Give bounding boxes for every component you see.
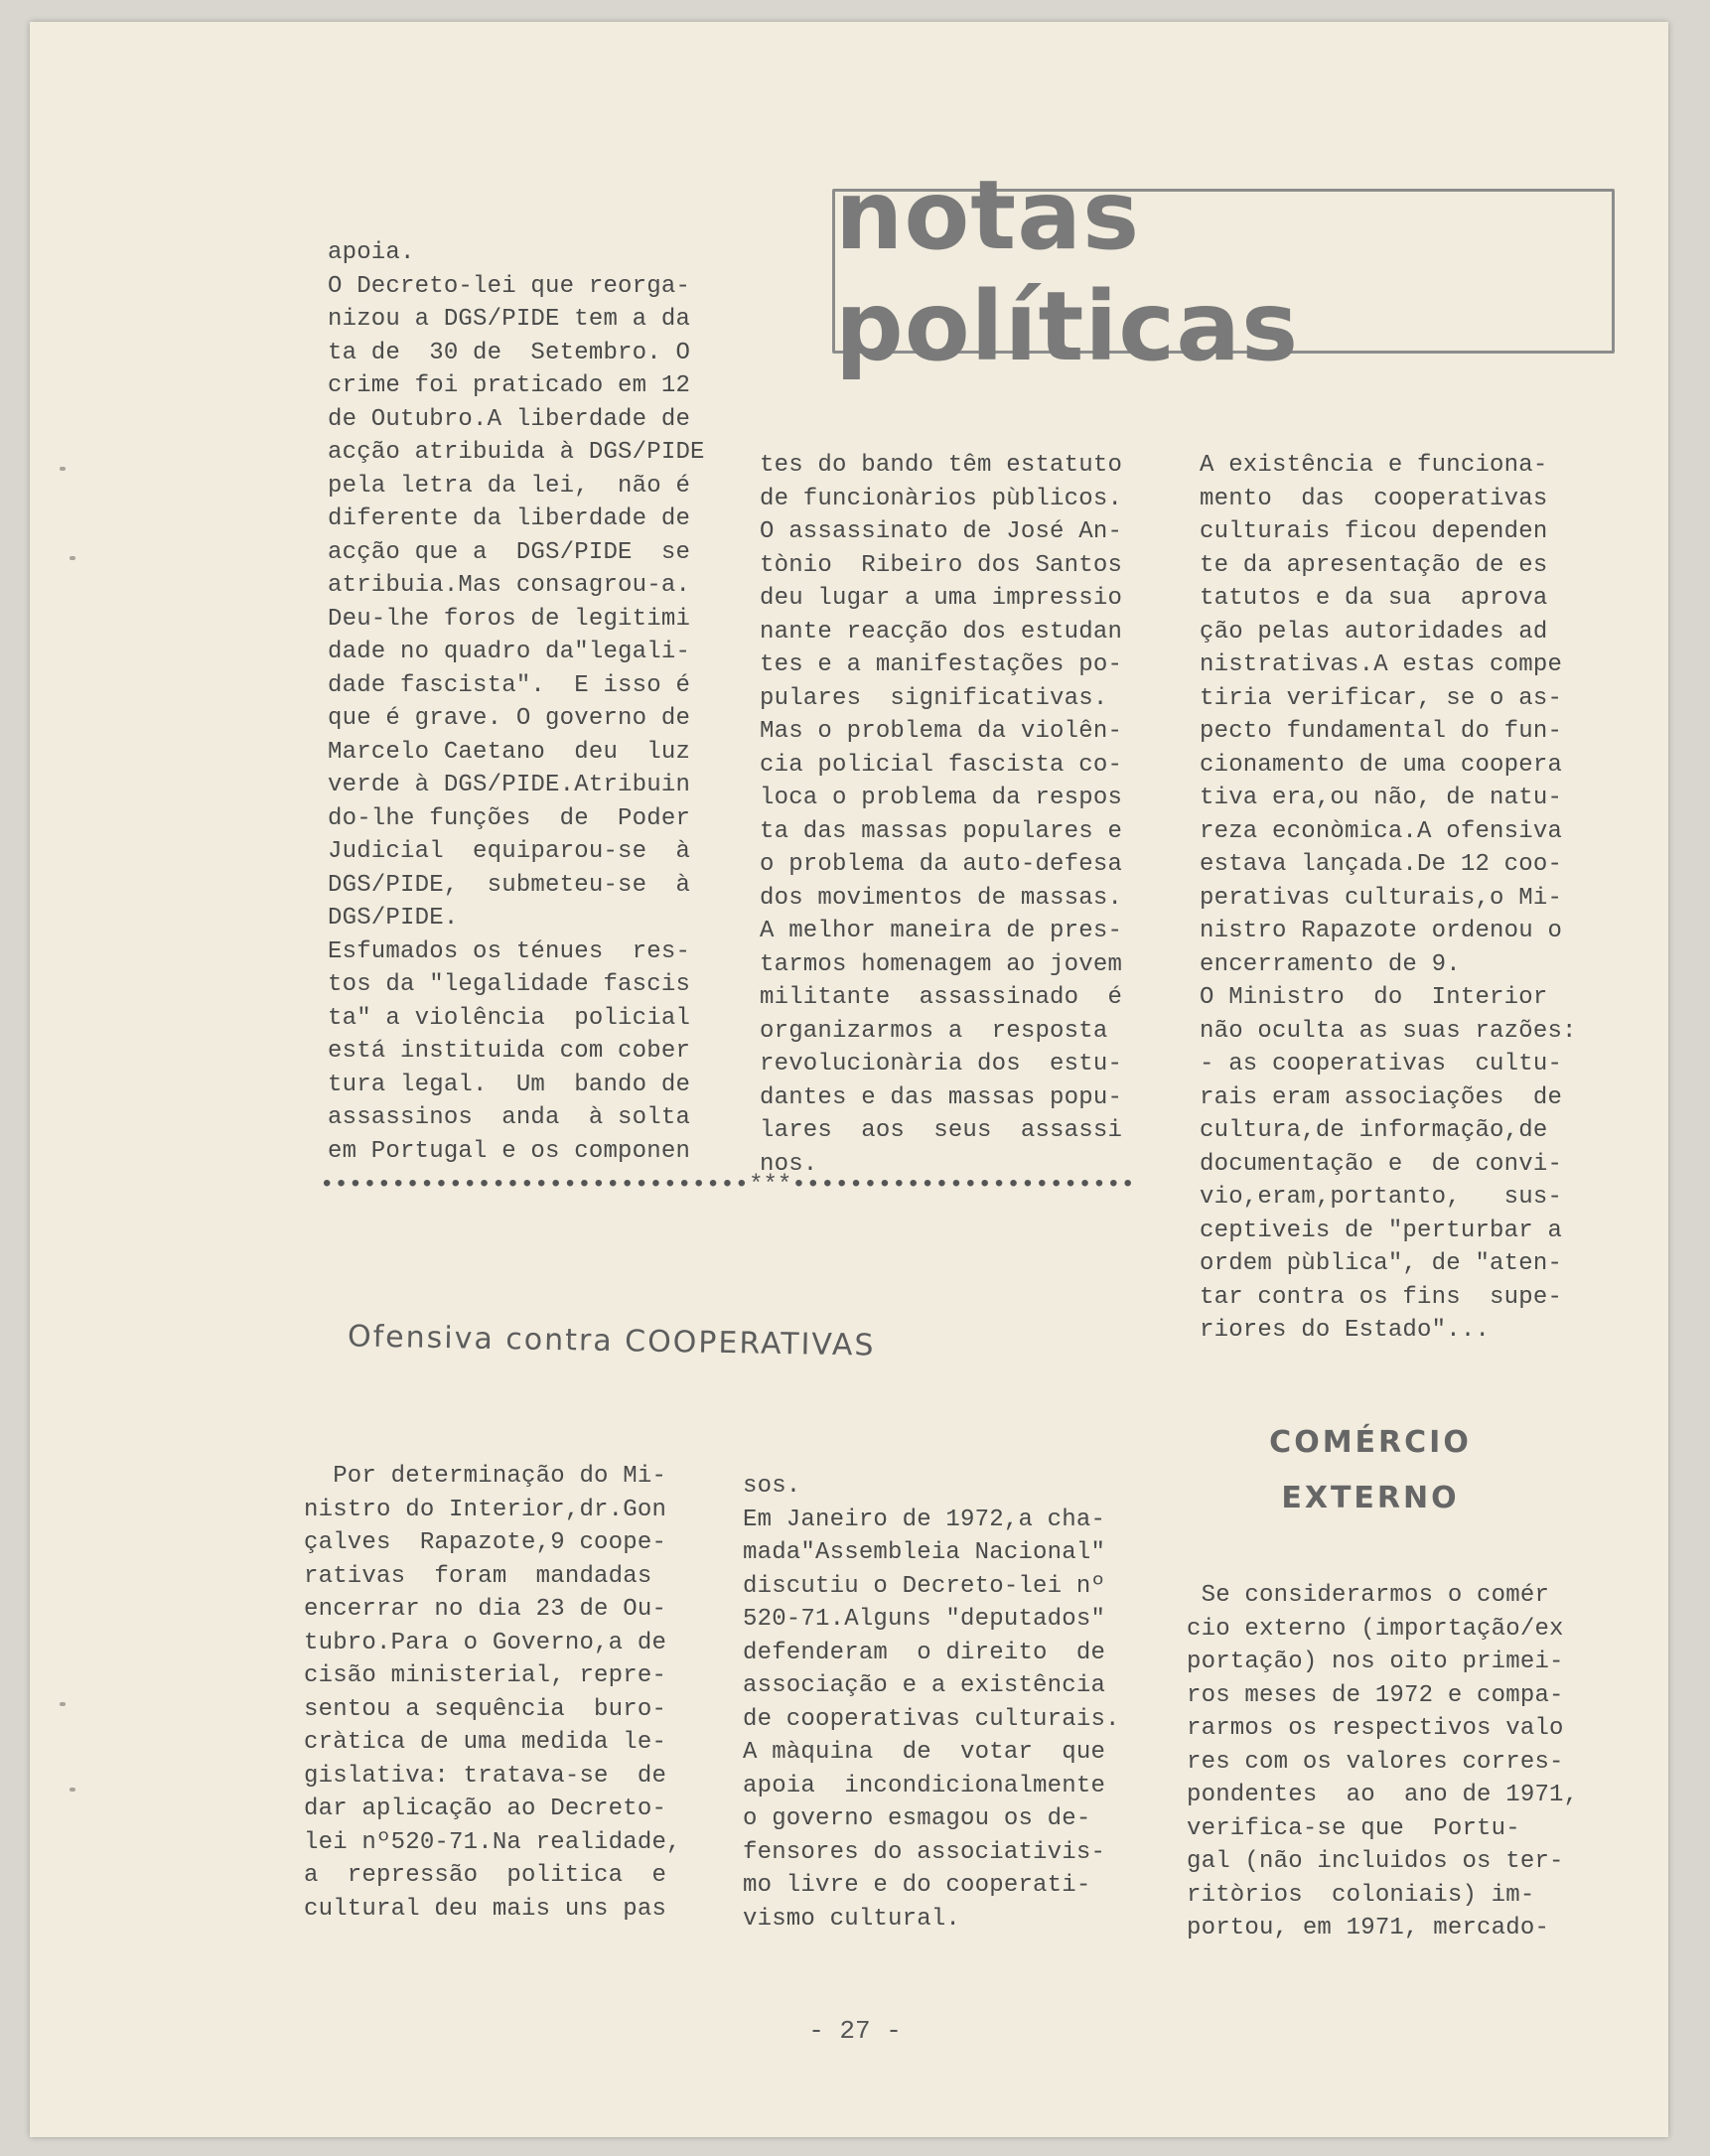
binder-hole-mark [70, 556, 75, 560]
text-line: em Portugal e os componen [328, 1137, 691, 1165]
article-column-top-left [328, 236, 705, 1168]
text-line: nos. [760, 1150, 818, 1178]
text-line: acção atribuida à DGS/PIDE [328, 439, 705, 466]
text-line: encerrar no dia 23 de Ou- [304, 1596, 667, 1623]
text-line: tubro.Para o Governo,a de [304, 1629, 667, 1656]
text-line: O assassinato de José An- [760, 518, 1123, 545]
article-column-bottom-right [1187, 1579, 1578, 1945]
text-line: militante assassinado é [760, 984, 1123, 1011]
text-line: de Outubro.A liberdade de [328, 405, 691, 433]
text-line: dar aplicação ao Decreto- [304, 1796, 667, 1822]
text-line: Esfumados os ténues res- [328, 937, 691, 965]
binder-hole-mark [60, 467, 66, 471]
text-line: apoia incondicionalmente [743, 1772, 1106, 1799]
text-line: ceptiveis de "perturbar a [1200, 1217, 1563, 1244]
text-line: discutiu o Decreto-lei nº [743, 1572, 1106, 1600]
text-line: tatutos e da sua aprova [1200, 585, 1548, 612]
text-line: crime foi praticado em 12 [328, 372, 691, 399]
text-line: não oculta as suas razões: [1200, 1017, 1577, 1045]
text-line: perativas culturais,o Mi- [1200, 884, 1563, 912]
text-line: gal (não incluidos os ter- [1187, 1848, 1564, 1875]
text-line: pela letra da lei, não é [328, 472, 691, 500]
article-column-top-middle [760, 449, 1122, 1181]
text-line: tura legal. Um bando de [328, 1071, 691, 1098]
text-line: organizarmos a resposta [760, 1017, 1108, 1045]
text-line: tes e a manifestações po- [760, 651, 1123, 678]
text-line: nizou a DGS/PIDE tem a da [328, 306, 691, 333]
separator-line: ••••••••••••••••••••••••••••••***•••••••••••••••••••••••• [320, 1172, 1135, 1199]
text-line: cultural deu mais uns pas [304, 1895, 667, 1923]
text-line: encerramento de 9. [1200, 950, 1461, 978]
text-line: o governo esmagou os de- [743, 1805, 1091, 1832]
text-line: vismo cultural. [743, 1905, 961, 1933]
text-line: associação e a existência [743, 1672, 1106, 1699]
text-line: de funcionàrios pùblicos. [760, 485, 1123, 512]
text-line: sentou a sequência buro- [304, 1695, 667, 1723]
text-line: está instituida com cober [328, 1038, 691, 1065]
text-line: portou, em 1971, mercado- [1187, 1915, 1550, 1941]
text-line: Judicial equiparou-se à [328, 838, 691, 865]
text-line: A existência e funciona- [1200, 452, 1548, 479]
text-line: portação) nos oito primei- [1187, 1649, 1564, 1675]
text-line: A màquina de votar que [743, 1739, 1106, 1766]
text-line: cionamento de uma coopera [1200, 751, 1563, 779]
text-line: sos. [743, 1473, 801, 1500]
text-line: tar contra os fins supe- [1200, 1283, 1563, 1311]
text-line: rativas foram mandadas [304, 1562, 652, 1590]
text-line: nistrativas.A estas compe [1200, 651, 1563, 678]
text-line: tiria verificar, se o as- [1200, 684, 1563, 712]
text-line: ordem pùblica", de "aten- [1200, 1250, 1563, 1277]
text-line: dantes e das massas popu- [760, 1083, 1123, 1111]
text-line: acção que a DGS/PIDE se [328, 538, 691, 566]
comercio-heading-line: EXTERNO [1281, 1481, 1460, 1515]
text-line: pecto fundamental do fun- [1200, 718, 1563, 745]
article-column-bottom-middle [743, 1470, 1120, 1936]
text-line: atribuia.Mas consagrou-a. [328, 572, 691, 599]
text-line: res com os valores corres- [1187, 1748, 1564, 1776]
text-line: ta das massas populares e [760, 817, 1123, 845]
text-line: reza econòmica.A ofensiva [1200, 817, 1563, 845]
text-line: te da apresentação de es [1200, 551, 1548, 579]
text-line: a repressão politica e [304, 1862, 667, 1889]
text-line: do-lhe funções de Poder [328, 804, 691, 832]
text-line: Marcelo Caetano deu luz [328, 738, 691, 766]
text-line: tos da "legalidade fascis [328, 971, 691, 998]
header-title: notas políticas [835, 160, 1300, 382]
text-line: DGS/PIDE, submeteu-se à [328, 871, 691, 899]
text-line: vio,eram,portanto, sus- [1200, 1184, 1563, 1211]
text-line: dos movimentos de massas. [760, 884, 1123, 912]
section-header-box [832, 160, 1615, 382]
text-line: Deu-lhe foros de legitimi [328, 605, 691, 633]
text-line: ritòrios coloniais) im- [1187, 1881, 1535, 1909]
article-column-top-right [1200, 449, 1577, 1348]
text-line: defenderam o direito de [743, 1639, 1106, 1666]
text-line: Por determinação do Mi- [304, 1463, 667, 1490]
comercio-heading [1172, 1415, 1569, 1526]
text-line: lares aos seus assassi [760, 1117, 1123, 1144]
text-line: DGS/PIDE. [328, 905, 459, 932]
text-line: O Ministro do Interior [1200, 984, 1548, 1011]
text-line: nistro Rapazote ordenou o [1200, 918, 1563, 944]
text-line: culturais ficou dependen [1200, 518, 1548, 545]
text-line: cultura,de informação,de [1200, 1117, 1548, 1144]
page-number: - 27 - [808, 2016, 902, 2046]
article-column-bottom-left [304, 1460, 681, 1926]
text-line: cia policial fascista co- [760, 751, 1123, 779]
text-line: ta de 30 de Setembro. O [328, 339, 691, 366]
text-line: gislativa: tratava-se de [304, 1762, 667, 1790]
text-line: de cooperativas culturais. [743, 1705, 1120, 1733]
text-line: mento das cooperativas [1200, 485, 1548, 512]
text-line: diferente da liberdade de [328, 505, 691, 532]
text-line: verifica-se que Portu- [1187, 1814, 1520, 1842]
text-line: rarmos os respectivos valo [1187, 1715, 1564, 1742]
text-line: o problema da auto-defesa [760, 851, 1123, 878]
text-line: assassinos anda à solta [328, 1104, 691, 1131]
text-line: mo livre e do cooperati- [743, 1872, 1091, 1899]
text-line: pulares significativas. [760, 684, 1108, 712]
text-line: nante reacção dos estudan [760, 618, 1123, 646]
text-line: - as cooperativas cultu- [1200, 1051, 1563, 1078]
text-line: fensores do associativis- [743, 1838, 1106, 1866]
text-line: loca o problema da respos [760, 785, 1123, 811]
text-line: riores do Estado"... [1200, 1317, 1491, 1344]
text-line: ção pelas autoridades ad [1200, 618, 1548, 646]
text-line: tiva era,ou não, de natu- [1200, 785, 1563, 811]
text-line: O Decreto-lei que reorga- [328, 272, 691, 300]
text-line: documentação e de convi- [1200, 1150, 1563, 1178]
text-line: Em Janeiro de 1972,a cha- [743, 1506, 1106, 1533]
text-line: tònio Ribeiro dos Santos [760, 551, 1123, 579]
section-heading: Ofensiva contra COOPERATIVAS [347, 1319, 876, 1364]
text-line: cio externo (importação/ex [1187, 1615, 1564, 1643]
comercio-heading-line: COMÉRCIO [1269, 1425, 1472, 1460]
binder-hole-mark [70, 1788, 75, 1792]
text-line: estava lançada.De 12 coo- [1200, 851, 1563, 878]
text-line: Se considerarmos o comér [1187, 1582, 1550, 1609]
text-line: çalves Rapazote,9 coope- [304, 1529, 667, 1556]
text-line: apoia. [328, 239, 415, 266]
text-line: verde à DGS/PIDE.Atribuin [328, 772, 691, 798]
text-line: pondentes ao ano de 1971, [1187, 1782, 1579, 1808]
text-line: A melhor maneira de pres- [760, 918, 1123, 944]
text-line: tes do bando têm estatuto [760, 452, 1123, 479]
text-line: cràtica de uma medida le- [304, 1729, 667, 1756]
text-line: ros meses de 1972 e compa- [1187, 1681, 1564, 1709]
text-line: nistro do Interior,dr.Gon [304, 1496, 667, 1523]
text-line: lei nº520-71.Na realidade, [304, 1828, 681, 1856]
text-line: ta" a violência policial [328, 1004, 691, 1032]
binder-hole-mark [60, 1702, 66, 1706]
text-line: mada"Assembleia Nacional" [743, 1539, 1106, 1566]
text-line: revolucionària dos estu- [760, 1051, 1123, 1078]
text-line: que é grave. O governo de [328, 705, 691, 732]
text-line: dade no quadro da"legali- [328, 639, 691, 665]
text-line: rais eram associações de [1200, 1083, 1563, 1111]
text-line: dade fascista". E isso é [328, 671, 691, 699]
text-line: 520-71.Alguns "deputados" [743, 1606, 1106, 1633]
text-line: cisão ministerial, repre- [304, 1662, 667, 1689]
text-line: deu lugar a uma impressio [760, 585, 1123, 612]
text-line: tarmos homenagem ao jovem [760, 950, 1123, 978]
text-line: Mas o problema da violên- [760, 718, 1123, 745]
